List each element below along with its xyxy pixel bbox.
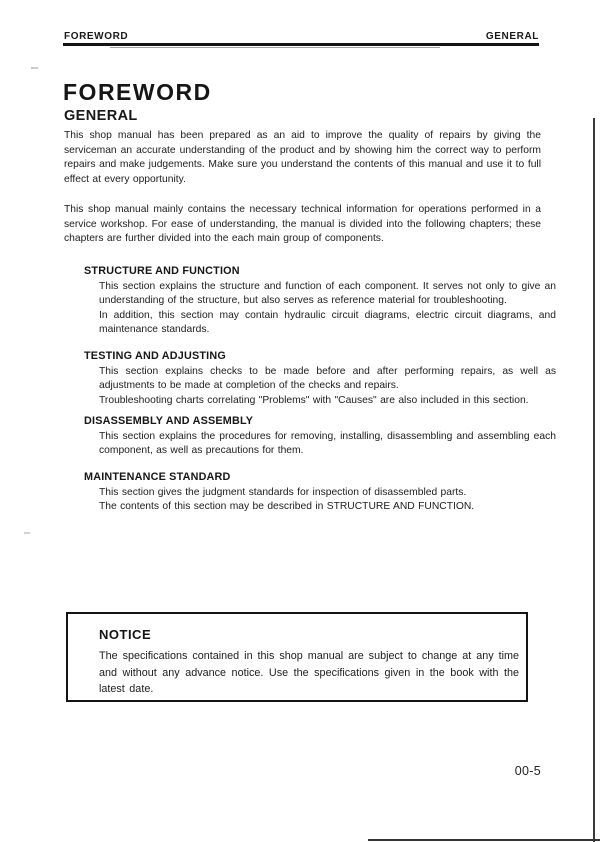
header-left-label: FOREWORD xyxy=(64,31,129,42)
section-paragraph: This section explains the procedures for removing, installing, disassembling and assembling each component, as well as precautions for them. xyxy=(99,431,556,457)
section-paragraph: This section explains checks to be made before and after performing repairs, as well as adjustments to be made at completion of the checks and repairs. xyxy=(99,366,556,392)
intro-paragraph-2: This shop manual mainly contains the necessary technical information for operations performed in a service workshop. For ease of understanding, the manual is divided into the following chapters; these chapters are further divided into the each main group of components. xyxy=(64,204,541,245)
header-rule-scan-shadow xyxy=(110,47,440,48)
header-right-label: GENERAL xyxy=(485,31,539,42)
section-body-testing-and-adjusting xyxy=(99,365,556,408)
notice-box xyxy=(66,612,528,702)
section-heading-testing-and-adjusting: TESTING AND ADJUSTING xyxy=(84,350,226,362)
header-rule xyxy=(63,43,539,46)
section-body-structure-and-function xyxy=(99,280,556,338)
scan-edge-vertical-line xyxy=(593,118,595,842)
scan-edge-bottom-line xyxy=(368,839,600,842)
section-body-disassembly-and-assembly xyxy=(99,430,556,459)
intro-paragraph-1: This shop manual has been prepared as an aid to improve the quality of repairs by giving the serviceman an accurate understanding of the product and by showing him the correct way to perform repairs and make judgements. Make sure you understand the contents of this manual and use it to full effect at every opportunity. xyxy=(64,130,541,185)
section-paragraph: The contents of this section may be described in STRUCTURE AND FUNCTION. xyxy=(99,501,475,513)
page-subtitle: GENERAL xyxy=(64,108,138,124)
page-title: FOREWORD xyxy=(63,79,212,105)
section-paragraph: Troubleshooting charts correlating "Problems" with "Causes" are also included in this section. xyxy=(99,394,529,406)
section-paragraph: In addition, this section may contain hydraulic circuit diagrams, electric circuit diagrams, and maintenance standards. xyxy=(99,309,556,336)
section-body-maintenance-standard xyxy=(99,486,556,515)
section-heading-structure-and-function: STRUCTURE AND FUNCTION xyxy=(84,265,240,277)
page-number: 00-5 xyxy=(514,764,541,778)
notice-heading: NOTICE xyxy=(99,627,152,642)
notice-body: The specifications contained in this shop manual are subject to change at any time and without any advance notice. Use the specifications given in the book with the latest date. xyxy=(99,650,519,696)
scan-speck xyxy=(24,532,30,534)
section-heading-disassembly-and-assembly: DISASSEMBLY AND ASSEMBLY xyxy=(84,415,254,427)
section-heading-maintenance-standard: MAINTENANCE STANDARD xyxy=(84,471,231,483)
section-paragraph: This section gives the judgment standards for inspection of disassembled parts. xyxy=(99,487,467,498)
section-paragraph: This section explains the structure and function of each component. It serves not only to give an understanding of the structure, but also serves as reference material for troubleshooting. xyxy=(99,281,556,307)
scan-speck xyxy=(31,67,38,69)
